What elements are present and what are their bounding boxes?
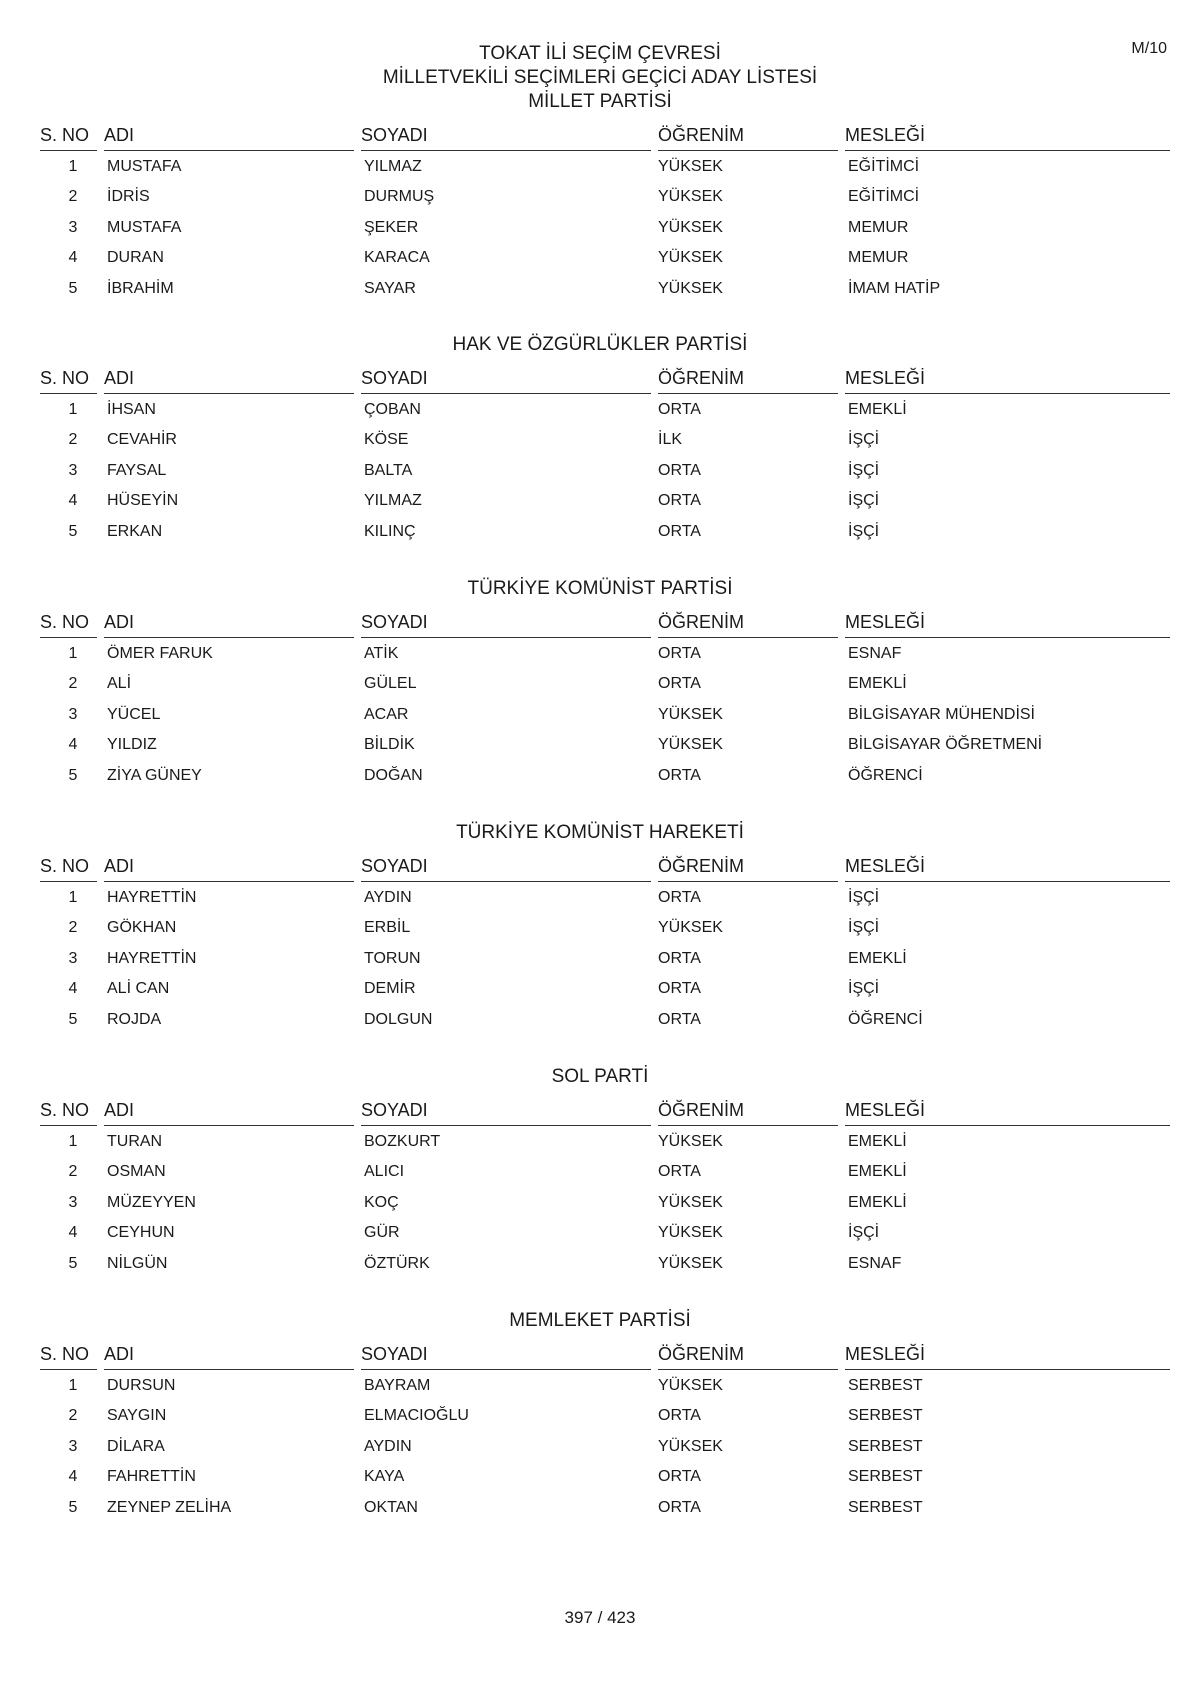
table-cell-soyadi: ÖZTÜRK — [364, 1254, 430, 1272]
table-cell-meslegi: İŞÇİ — [848, 1224, 880, 1242]
table-cell-meslegi: EMEKLİ — [848, 1163, 907, 1181]
table-cell-sno: 3 — [68, 461, 78, 479]
table-cell-ogrenim: ORTA — [658, 949, 701, 967]
table-cell-ogrenim: YÜKSEK — [658, 1254, 723, 1272]
table-cell-adi: ERKAN — [107, 522, 163, 540]
table-cell-soyadi: KILINÇ — [364, 522, 416, 540]
table-cell-sno: 5 — [68, 1254, 78, 1272]
table-cell-soyadi: DEMİR — [364, 980, 416, 998]
table-cell-sno: 4 — [68, 1224, 78, 1242]
title-line-1: TOKAT İLİ SEÇİM ÇEVRESİ — [479, 43, 721, 64]
table-cell-meslegi: EĞİTİMCİ — [848, 188, 920, 206]
table-cell-ogrenim: YÜKSEK — [658, 736, 723, 754]
column-header-ogrenim: ÖĞRENİM — [658, 853, 838, 882]
table-cell-meslegi: BİLGİSAYAR MÜHENDİSİ — [848, 705, 1035, 723]
column-header-ogrenim: ÖĞRENİM — [658, 365, 838, 394]
table-cell-sno: 2 — [68, 1407, 78, 1425]
table-cell-sno: 3 — [68, 705, 78, 723]
table-cell-soyadi: KOÇ — [364, 1193, 399, 1211]
table-cell-soyadi: ERBİL — [364, 919, 411, 937]
table-cell-ogrenim: YÜKSEK — [658, 919, 723, 937]
table-cell-meslegi: İŞÇİ — [848, 461, 880, 479]
table-cell-meslegi: EMEKLİ — [848, 949, 907, 967]
table-cell-ogrenim: YÜKSEK — [658, 1437, 723, 1455]
table-cell-soyadi: ŞEKER — [364, 218, 419, 236]
table-cell-sno: 1 — [68, 889, 78, 906]
party-title: SOL PARTİ — [551, 1066, 649, 1087]
table-cell-soyadi: GÜR — [364, 1224, 400, 1242]
party-title: MİLLET PARTİSİ — [528, 91, 672, 112]
table-cell-soyadi: TORUN — [364, 949, 421, 967]
column-header-ogrenim: ÖĞRENİM — [658, 1341, 838, 1370]
table-cell-meslegi: BİLGİSAYAR ÖĞRETMENİ — [848, 736, 1043, 754]
table-cell-adi: FAHRETTİN — [107, 1468, 196, 1486]
table-cell-adi: SAYGIN — [107, 1407, 167, 1425]
table-cell-ogrenim: ORTA — [658, 889, 701, 906]
table-cell-sno: 1 — [68, 645, 78, 662]
document-title — [0, 42, 1200, 90]
table-cell-soyadi: BALTA — [364, 461, 413, 479]
table-cell-sno: 1 — [68, 1377, 78, 1394]
column-header-sno: S. NO — [40, 122, 97, 151]
column-header-soyadi: SOYADI — [361, 365, 651, 394]
party-title: TÜRKİYE KOMÜNİST PARTİSİ — [467, 578, 733, 599]
table-cell-meslegi: MEMUR — [848, 218, 909, 236]
table-cell-sno: 4 — [68, 492, 78, 510]
column-header-soyadi: SOYADI — [361, 1341, 651, 1370]
table-cell-meslegi: İŞÇİ — [848, 522, 880, 540]
column-header-soyadi: SOYADI — [361, 122, 651, 151]
table-cell-adi: MÜZEYYEN — [107, 1193, 196, 1211]
table-cell-ogrenim: YÜKSEK — [658, 279, 723, 297]
table-cell-sno: 3 — [68, 949, 78, 967]
table-cell-ogrenim: ORTA — [658, 461, 701, 479]
table-cell-meslegi: ÖĞRENCİ — [848, 1010, 923, 1028]
table-cell-soyadi: DOĞAN — [364, 766, 423, 784]
table-cell-soyadi: KARACA — [364, 249, 430, 267]
table-cell-meslegi: ESNAF — [848, 1254, 902, 1272]
table-cell-meslegi: EMEKLİ — [848, 1133, 907, 1150]
column-header-adi: ADI — [104, 609, 354, 638]
table-cell-adi: MUSTAFA — [107, 218, 182, 236]
table-cell-soyadi: DOLGUN — [364, 1010, 433, 1028]
table-cell-meslegi: İŞÇİ — [848, 980, 880, 998]
table-cell-soyadi: SAYAR — [364, 279, 416, 297]
table-cell-adi: YILDIZ — [107, 736, 157, 754]
table-cell-meslegi: İMAM HATİP — [848, 279, 941, 297]
table-cell-adi: CEVAHİR — [107, 431, 177, 449]
table-cell-sno: 5 — [68, 279, 78, 297]
column-header-adi: ADI — [104, 853, 354, 882]
table-cell-adi: ZEYNEP ZELİHA — [107, 1498, 232, 1516]
table-cell-soyadi: ALICI — [364, 1163, 405, 1181]
table-cell-ogrenim: ORTA — [658, 1407, 701, 1425]
column-header-sno: S. NO — [40, 1097, 97, 1126]
table-cell-adi: YÜCEL — [107, 705, 161, 723]
table-cell-soyadi: YILMAZ — [364, 492, 422, 510]
table-cell-adi: NİLGÜN — [107, 1254, 168, 1272]
table-cell-sno: 2 — [68, 188, 78, 206]
table-cell-soyadi: YILMAZ — [364, 158, 422, 175]
table-cell-meslegi: İŞÇİ — [848, 919, 880, 937]
table-cell-meslegi: EĞİTİMCİ — [848, 158, 920, 175]
table-cell-soyadi: GÜLEL — [364, 675, 417, 693]
table-cell-sno: 1 — [68, 158, 78, 175]
column-header-ogrenim: ÖĞRENİM — [658, 609, 838, 638]
table-cell-sno: 4 — [68, 249, 78, 267]
column-header-adi: ADI — [104, 1341, 354, 1370]
table-cell-ogrenim: YÜKSEK — [658, 188, 723, 206]
table-cell-sno: 4 — [68, 1468, 78, 1486]
table-cell-ogrenim: ORTA — [658, 1468, 701, 1486]
table-cell-adi: MUSTAFA — [107, 158, 182, 175]
column-header-adi: ADI — [104, 365, 354, 394]
table-cell-ogrenim: YÜKSEK — [658, 218, 723, 236]
table-cell-adi: FAYSAL — [107, 461, 167, 479]
table-cell-adi: İDRİS — [107, 188, 150, 206]
table-cell-adi: ALİ — [107, 675, 132, 693]
table-cell-ogrenim: YÜKSEK — [658, 1193, 723, 1211]
table-cell-adi: DURSUN — [107, 1377, 176, 1394]
table-cell-soyadi: ELMACIOĞLU — [364, 1407, 469, 1425]
party-title: HAK VE ÖZGÜRLÜKLER PARTİSİ — [452, 334, 748, 355]
column-header-adi: ADI — [104, 122, 354, 151]
table-cell-soyadi: ÇOBAN — [364, 401, 421, 418]
table-cell-ogrenim: YÜKSEK — [658, 1133, 723, 1150]
table-cell-adi: GÖKHAN — [107, 919, 177, 937]
table-cell-meslegi: ESNAF — [848, 645, 902, 662]
table-cell-sno: 2 — [68, 919, 78, 937]
table-cell-sno: 3 — [68, 1437, 78, 1455]
table-cell-sno: 4 — [68, 736, 78, 754]
table-cell-adi: HAYRETTİN — [107, 889, 197, 906]
table-cell-meslegi: SERBEST — [848, 1498, 923, 1516]
column-header-ogrenim: ÖĞRENİM — [658, 122, 838, 151]
table-cell-ogrenim: ORTA — [658, 645, 701, 662]
table-cell-adi: ZİYA GÜNEY — [107, 766, 202, 784]
table-cell-soyadi: BOZKURT — [364, 1133, 441, 1150]
table-cell-meslegi: EMEKLİ — [848, 1193, 907, 1211]
column-header-meslegi: MESLEĞİ — [845, 365, 1170, 394]
table-cell-adi: İBRAHİM — [107, 279, 174, 297]
table-cell-adi: DİLARA — [107, 1437, 165, 1455]
column-header-ogrenim: ÖĞRENİM — [658, 1097, 838, 1126]
table-cell-sno: 1 — [68, 1133, 78, 1150]
table-cell-sno: 5 — [68, 1010, 78, 1028]
table-cell-meslegi: SERBEST — [848, 1468, 923, 1486]
column-header-sno: S. NO — [40, 853, 97, 882]
table-cell-meslegi: İŞÇİ — [848, 889, 880, 906]
table-cell-adi: ALİ CAN — [107, 980, 170, 998]
table-cell-ogrenim: YÜKSEK — [658, 249, 723, 267]
table-cell-sno: 3 — [68, 218, 78, 236]
page-number: 397 / 423 — [564, 1608, 636, 1627]
table-cell-soyadi: BAYRAM — [364, 1377, 431, 1394]
table-cell-soyadi: OKTAN — [364, 1498, 418, 1516]
table-cell-meslegi: SERBEST — [848, 1437, 923, 1455]
table-cell-sno: 4 — [68, 980, 78, 998]
table-cell-ogrenim: ORTA — [658, 1163, 701, 1181]
table-cell-adi: ÖMER FARUK — [107, 645, 213, 662]
table-cell-ogrenim: YÜKSEK — [658, 1377, 723, 1394]
table-cell-meslegi: SERBEST — [848, 1377, 923, 1394]
column-header-soyadi: SOYADI — [361, 853, 651, 882]
column-header-meslegi: MESLEĞİ — [845, 1341, 1170, 1370]
table-cell-sno: 2 — [68, 675, 78, 693]
table-cell-soyadi: KÖSE — [364, 431, 409, 449]
party-title: TÜRKİYE KOMÜNİST HAREKETİ — [456, 822, 744, 843]
table-cell-adi: ROJDA — [107, 1010, 162, 1028]
table-cell-soyadi: DURMUŞ — [364, 188, 435, 206]
table-cell-sno: 2 — [68, 431, 78, 449]
party-title: MEMLEKET PARTİSİ — [509, 1310, 691, 1331]
table-cell-ogrenim: İLK — [658, 431, 683, 449]
table-cell-soyadi: ACAR — [364, 705, 409, 723]
table-cell-adi: DURAN — [107, 249, 164, 267]
table-cell-ogrenim: YÜKSEK — [658, 705, 723, 723]
table-cell-ogrenim: ORTA — [658, 1010, 701, 1028]
table-cell-ogrenim: ORTA — [658, 766, 701, 784]
table-cell-adi: İHSAN — [107, 401, 156, 418]
title-line-2: MİLLETVEKİLİ SEÇİMLERİ GEÇİCİ ADAY LİSTESİ — [382, 67, 818, 88]
table-cell-meslegi: ÖĞRENCİ — [848, 766, 923, 784]
table-cell-meslegi: SERBEST — [848, 1407, 923, 1425]
table-cell-sno: 5 — [68, 1498, 78, 1516]
table-cell-sno: 1 — [68, 401, 78, 418]
table-cell-adi: OSMAN — [107, 1163, 166, 1181]
column-header-meslegi: MESLEĞİ — [845, 609, 1170, 638]
table-cell-adi: TURAN — [107, 1133, 163, 1150]
column-header-sno: S. NO — [40, 1341, 97, 1370]
table-cell-soyadi: AYDIN — [364, 889, 412, 906]
table-cell-ogrenim: ORTA — [658, 401, 701, 418]
table-cell-sno: 2 — [68, 1163, 78, 1181]
table-cell-ogrenim: ORTA — [658, 980, 701, 998]
table-cell-ogrenim: ORTA — [658, 492, 701, 510]
column-header-soyadi: SOYADI — [361, 609, 651, 638]
table-cell-meslegi: İŞÇİ — [848, 431, 880, 449]
table-cell-meslegi: İŞÇİ — [848, 492, 880, 510]
table-cell-ogrenim: ORTA — [658, 522, 701, 540]
table-cell-sno: 3 — [68, 1193, 78, 1211]
column-header-meslegi: MESLEĞİ — [845, 122, 1170, 151]
table-cell-ogrenim: YÜKSEK — [658, 1224, 723, 1242]
table-cell-sno: 5 — [68, 766, 78, 784]
column-header-soyadi: SOYADI — [361, 1097, 651, 1126]
table-cell-meslegi: MEMUR — [848, 249, 909, 267]
table-cell-sno: 5 — [68, 522, 78, 540]
table-cell-soyadi: BİLDİK — [364, 736, 415, 754]
table-cell-ogrenim: YÜKSEK — [658, 158, 723, 175]
table-cell-adi: HAYRETTİN — [107, 949, 197, 967]
table-cell-meslegi: EMEKLİ — [848, 675, 907, 693]
table-cell-soyadi: ATİK — [364, 645, 399, 662]
table-cell-adi: CEYHUN — [107, 1224, 175, 1242]
page-code: M/10 — [1131, 40, 1167, 57]
column-header-adi: ADI — [104, 1097, 354, 1126]
table-cell-meslegi: EMEKLİ — [848, 401, 907, 418]
table-cell-soyadi: AYDIN — [364, 1437, 412, 1455]
column-header-meslegi: MESLEĞİ — [845, 1097, 1170, 1126]
table-cell-adi: HÜSEYİN — [107, 492, 179, 510]
column-header-sno: S. NO — [40, 609, 97, 638]
table-cell-soyadi: KAYA — [364, 1468, 405, 1486]
table-cell-ogrenim: ORTA — [658, 675, 701, 693]
column-header-meslegi: MESLEĞİ — [845, 853, 1170, 882]
column-header-sno: S. NO — [40, 365, 97, 394]
table-cell-ogrenim: ORTA — [658, 1498, 701, 1516]
